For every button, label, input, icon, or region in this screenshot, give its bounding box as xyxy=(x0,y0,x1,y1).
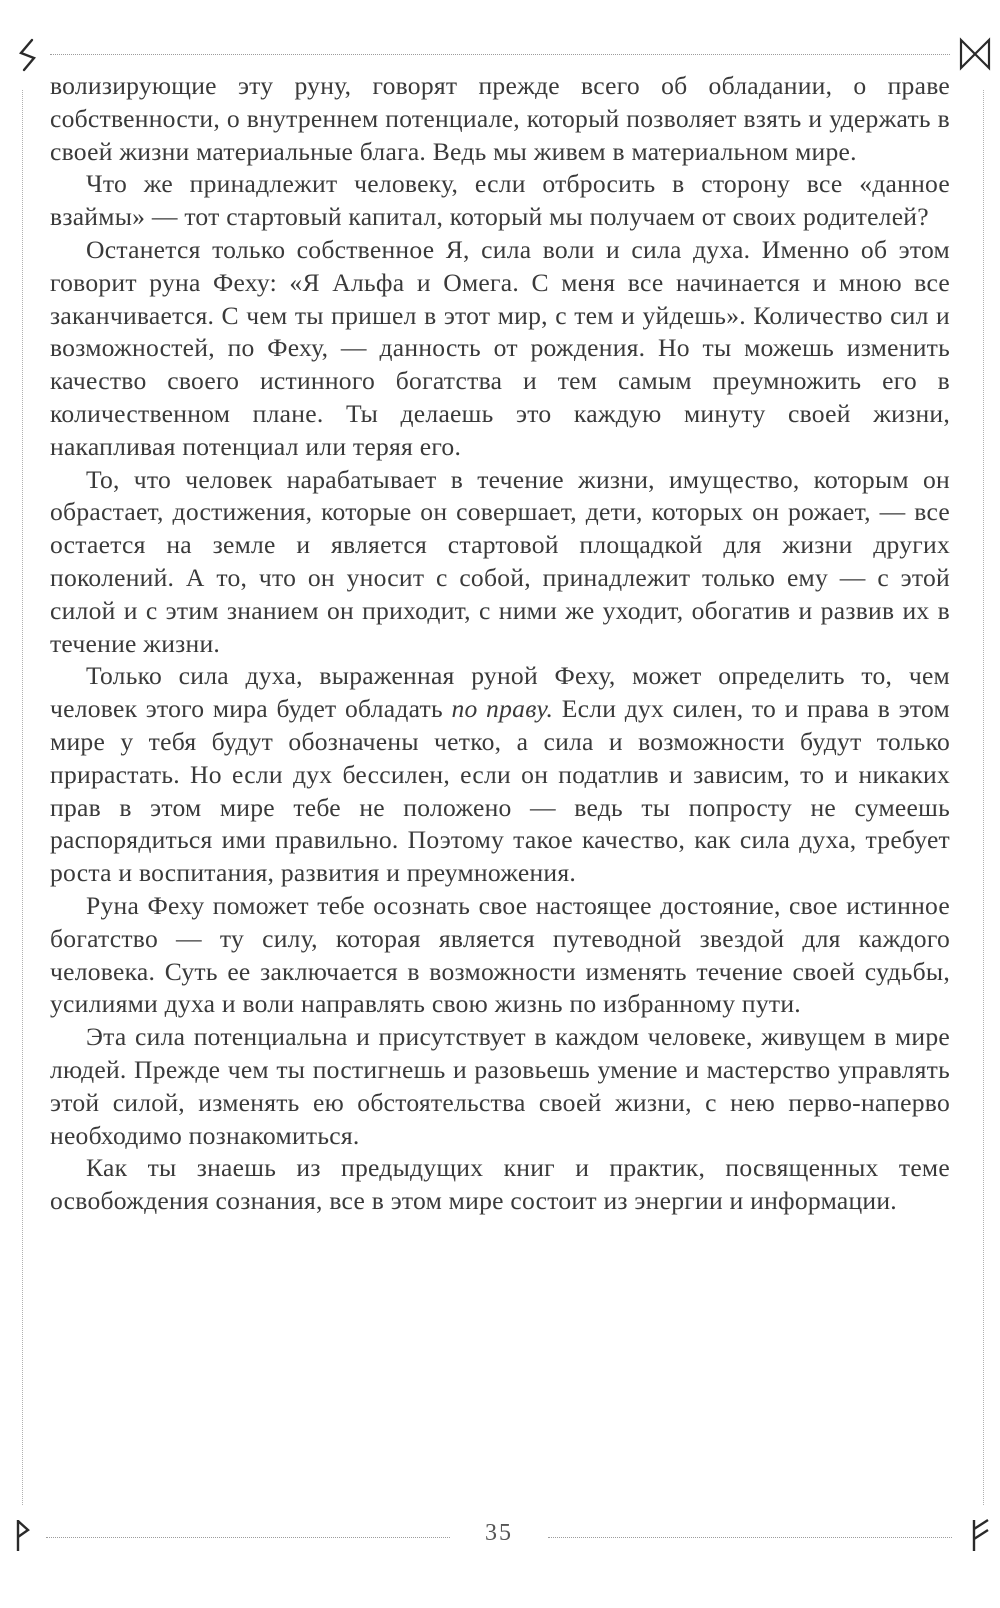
wunjo-rune-glyph xyxy=(4,1515,44,1555)
paragraph-5-end: Если дух силен, то и права в этом мире у тебя будут обозначены четко, а сила и возможности будут только прирастать. Но если дух бессилен, если он податлив и зависим, то и никаких прав в этом мире тебе не положено — ведь ты попросту не сумеешь распорядиться ими правильно. Поэтому такое качество, как сила духа, требует роста и воспитания, развития и преумножения. xyxy=(50,694,950,888)
top-dotted-rule xyxy=(50,54,950,55)
paragraph-1: волизирующие эту руну, говорят прежде всего об обладании, о праве собственности, о внутреннем потенциале, который позволяет взять и удержать в своей жизни материальные блага. Ведь мы живем в материальном мире. xyxy=(50,71,950,166)
left-dotted-rule xyxy=(22,90,23,1505)
right-dotted-rule xyxy=(983,90,984,1505)
paragraph-6: Руна Феху поможет тебе осознать свое настоящее достояние, свое истинное богатство — ту силу, которая является путеводной звездой для каждого человека. Суть ее заключается в возможности изменять течение своей судьбы, усилиями духа и воли направлять свою жизнь по избранному пути. xyxy=(50,890,950,1019)
paragraph-7: Эта сила потенциальна и присутствует в каждом человеке, живущем в мире людей. Прежде чем ты постигнешь и разовьешь умение и мастерство управлять этой силой, изменять ею обстоятельства своей жизни, с нею перво-наперво необходимо познакомиться. xyxy=(50,1022,950,1150)
dagaz-rune-glyph xyxy=(955,34,995,74)
sowilo-rune-icon xyxy=(8,34,48,74)
paragraph-5 xyxy=(50,660,950,890)
fehu-rune-icon xyxy=(962,1515,1000,1555)
paragraph-5-start: Только сила духа, выраженная руной Феху, может определить то, чем человек этого мира будет обладать xyxy=(50,661,950,724)
paragraph-8: Как ты знаешь из предыдущих книг и практик, посвященных теме освобождения сознания, все в этом мире состоит из энергии и информации. xyxy=(50,1153,950,1216)
fehu-rune-glyph xyxy=(962,1515,1000,1555)
paragraph-5-italic-phrase: по праву. xyxy=(451,694,554,724)
dagaz-rune-icon xyxy=(955,34,995,74)
paragraph-4: То, что человек нарабатывает в течение жизни, имущество, которым он обрастает, достижения, которые он совершает, дети, которых он рожает, — все остается на земле и является стартовой площадкой для жизни других поколений. А то, что он уносит с собой, принадлежит только ему — с этой силой и с этим знанием он приходит, с ними же уходит, обогатив и развив их в течение жизни. xyxy=(50,464,950,658)
page-number: 35 xyxy=(485,1520,513,1546)
paragraph-3: Останется только собственное Я, сила воли и сила духа. Именно об этом говорит руна Феху: «Я Альфа и Омега. С меня все начинается и мною все заканчивается. С чем ты пришел в этот мир, с тем и уйдешь». Количество сил и возможностей, по Феху, — данность от рождения. Но ты можешь изменить качество своего истинного богатства и тем самым преумножить его в количественном плане. Ты делаешь это каждую минуту своей жизни, накапливая потенциал или теряя его. xyxy=(50,234,950,461)
bottom-right-dotted-rule xyxy=(548,1537,952,1538)
bottom-left-dotted-rule xyxy=(46,1537,450,1538)
sowilo-rune-glyph xyxy=(8,34,48,74)
page-body-text xyxy=(50,70,950,1218)
wunjo-rune-icon xyxy=(4,1515,44,1555)
paragraph-2: Что же принадлежит человеку, если отбросить в сторону все «данное взаймы» — тот стартовый капитал, который мы получаем от своих родителей? xyxy=(50,169,950,232)
